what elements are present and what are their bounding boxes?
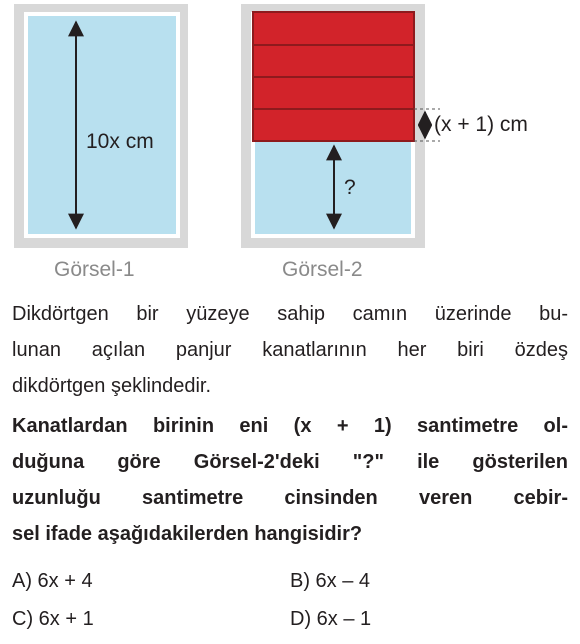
unknown-label: ? bbox=[344, 176, 356, 199]
figure-1-caption: Görsel-1 bbox=[54, 258, 135, 281]
slat-width-label: (x + 1) cm bbox=[434, 113, 528, 136]
choice-a[interactable]: A) 6x + 4 bbox=[12, 570, 93, 592]
choice-d[interactable]: D) 6x – 1 bbox=[290, 608, 372, 630]
question-text bbox=[12, 408, 568, 552]
choice-c[interactable]: C) 6x + 1 bbox=[12, 608, 94, 630]
question-line: sel ifade aşağıdakilerden hangisidir? bbox=[12, 523, 363, 545]
statement-line: lunan açılan panjur kanatlarının her biri özdeş bbox=[12, 339, 568, 361]
problem-statement bbox=[12, 296, 568, 404]
figures bbox=[0, 0, 580, 260]
question-line: duğuna göre Görsel-2'deki "?" ile gösterilen bbox=[12, 451, 568, 473]
question-line: Kanatlardan birinin eni (x + 1) santimetre ol- bbox=[12, 415, 568, 437]
shutter-slat bbox=[253, 45, 414, 77]
statement-line: dikdörtgen şeklindedir. bbox=[12, 375, 212, 397]
question-line: uzunluğu santimetre cinsinden veren cebir- bbox=[12, 487, 568, 509]
window-figure-2 bbox=[241, 4, 528, 248]
window-glass bbox=[28, 16, 176, 234]
window-figure-1 bbox=[14, 4, 188, 248]
choice-b[interactable]: B) 6x – 4 bbox=[290, 570, 371, 592]
statement-line: Dikdörtgen bir yüzeye sahip camın üzerinde bu- bbox=[12, 303, 568, 325]
shutter-slat bbox=[253, 109, 414, 141]
shutter-slat bbox=[253, 77, 414, 109]
shutter-slat bbox=[253, 12, 414, 45]
figure-2-caption: Görsel-2 bbox=[282, 258, 363, 281]
height-label: 10x cm bbox=[86, 130, 154, 153]
